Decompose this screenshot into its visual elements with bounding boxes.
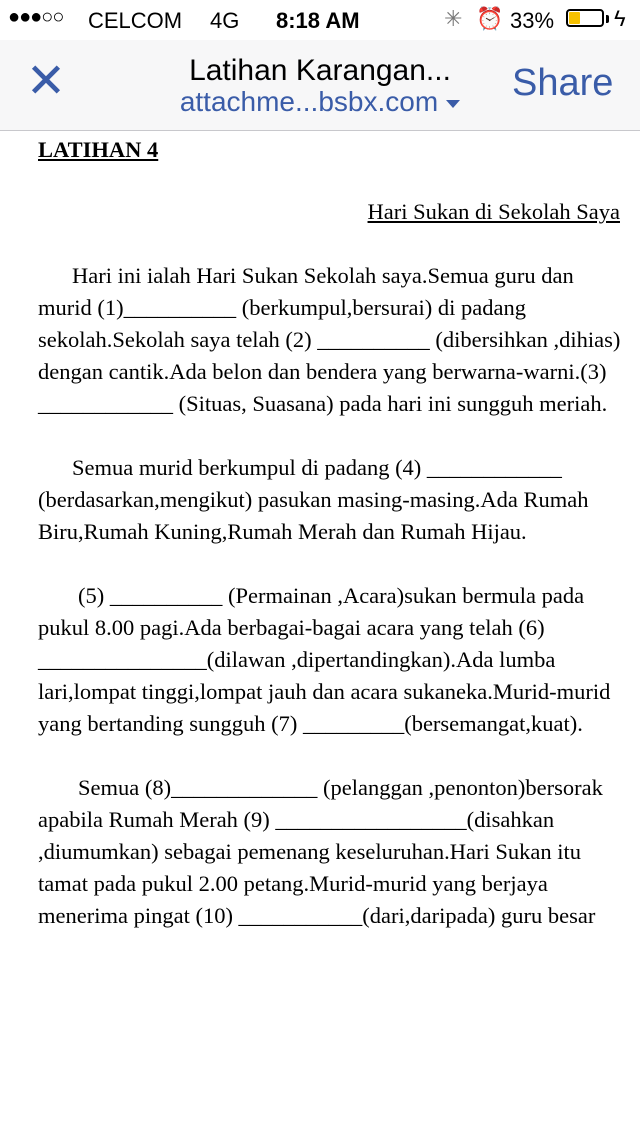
source-domain-label: attachme...bsbx.com — [179, 86, 439, 117]
paragraph-1: Hari ini ialah Hari Sukan Sekolah saya.Semua guru dan murid (1)__________ (berkumpul,bersurai) di padang sekolah.Sekolah saya telah (2) __________ (dibersihkan ,dihias) dengan cantik.Ada belon dan bendera yang berwarna-warni.(3) ____________ (Situas, Suasana) pada hari ini sungguh meriah. — [38, 263, 621, 416]
source-domain-dropdown[interactable] — [150, 86, 490, 118]
battery-fill — [569, 12, 580, 24]
share-button[interactable]: Share — [512, 62, 614, 104]
signal-strength-icon: ●●●○○ — [8, 6, 64, 28]
status-bar — [0, 0, 640, 40]
alarm-icon: ⏰ — [476, 6, 504, 31]
document-title: Latihan Karangan... — [189, 54, 451, 87]
navigation-bar — [0, 40, 640, 131]
carrier-name: CELCOM — [88, 8, 183, 33]
clock: 8:18 AM — [276, 8, 360, 33]
battery-percent: 33% — [510, 8, 555, 33]
paragraph-2: Semua murid berkumpul di padang (4) ____________ (berdasarkan,mengikut) pasukan masing-masing.Ada Rumah Biru,Rumah Kuning,Rumah Merah dan Rumah Hijau. — [38, 455, 589, 544]
document-body — [38, 134, 630, 932]
battery-icon — [566, 9, 604, 27]
chevron-down-icon — [446, 100, 460, 108]
close-button[interactable]: ✕ — [25, 55, 67, 108]
battery-nub — [606, 15, 609, 23]
network-type: 4G — [210, 8, 240, 33]
paragraph-3: (5) __________ (Permainan ,Acara)sukan bermula pada pukul 8.00 pagi.Ada berbagai-bagai acara yang telah (6) _______________(dilawan ,dipertandingkan).Ada lumba lari,lompat tinggi,lompat jauh dan acara sukaneka.Murid-murid yang bertanding sungguh (7) _________(bersemangat,kuat). — [38, 583, 611, 736]
activity-spinner-icon: ✳ — [444, 6, 463, 31]
exercise-heading: LATIHAN 4 — [38, 137, 159, 162]
paragraph-4: Semua (8)_____________ (pelanggan ,penonton)bersorak apabila Rumah Merah (9) _________________(disahkan ,diumumkan) sebagai pemenang keseluruhan.Hari Sukan itu tamat pada pukul 2.00 petang.Murid-murid yang berjaya menerima pingat (10) ___________(dari,daripada) guru besar — [38, 775, 603, 928]
essay-title: Hari Sukan di Sekolah Saya — [367, 199, 620, 224]
charging-bolt-icon: ϟ — [614, 6, 626, 31]
